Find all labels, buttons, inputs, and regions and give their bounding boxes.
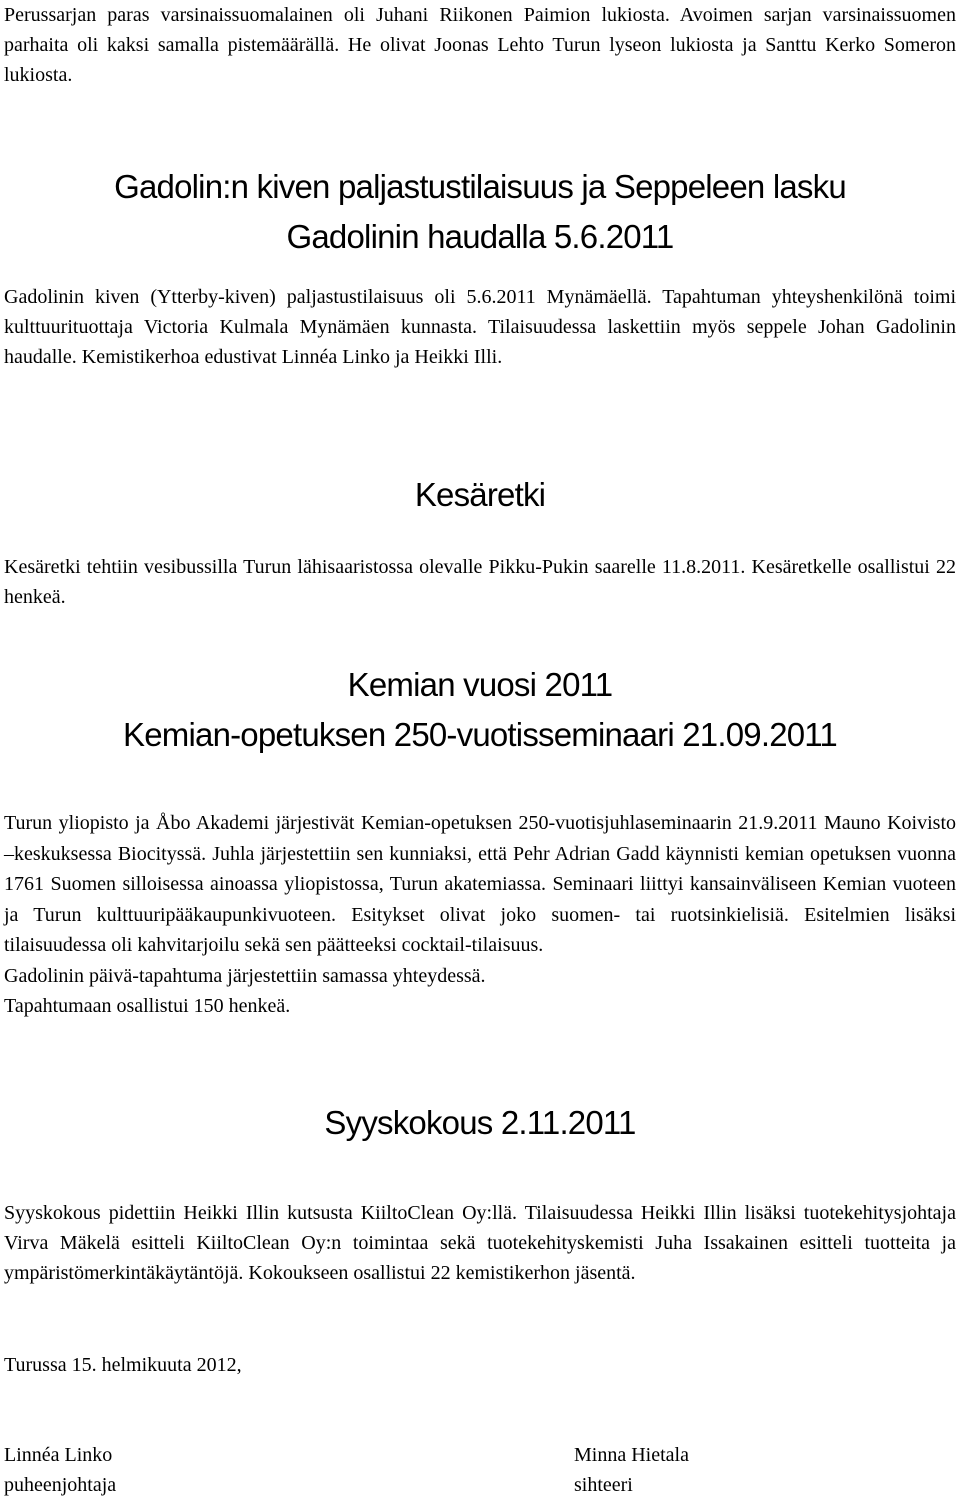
- kesaretki-body: Kesäretki tehtiin vesibussilla Turun lähisaaristossa olevalle Pikku-Pukin saarelle 11.8.2011. Kesäretkelle osallistui 22 henkeä.: [4, 556, 956, 608]
- signature-secretary-name: Minna Hietala: [574, 1444, 689, 1466]
- signature-chair: [4, 1440, 116, 1500]
- kemian-vuosi-body-gadolin-day: Gadolinin päivä-tapahtuma järjestettiin samassa yhteydessä.: [4, 964, 486, 987]
- gadolin-body: Gadolinin kiven (Ytterby-kiven) paljastustilaisuus oli 5.6.2011 Mynämäellä. Tapahtuman yhteyshenkilönä toimi kulttuurituottaja Victoria Kulmala Mynämäen kunnasta. Tilaisuudessa laskettiin myös seppele Johan Gadolinin haudalle. Kemistikerhoa edustivat Linnéa Linko ja Heikki Illi.: [4, 286, 956, 368]
- signature-chair-name: Linnéa Linko: [4, 1444, 113, 1466]
- kemian-vuosi-body-attendance: Tapahtumaan osallistui 150 henkeä.: [4, 995, 291, 1017]
- kemian-vuosi-body-main: Turun yliopisto ja Åbo Akademi järjestivät Kemian-opetuksen 250-vuotisjuhlaseminaarin 21.9.2011 Mauno Koivisto –keskuksessa Biocityssä. Juhla järjestettiin sen kunniaksi, että Pehr Adrian Gadd käynnisti kemian opetuksen vuonna 1761 Suomen silloisessa ainoassa yliopistossa, Turun akatemiassa. Seminaari liittyi kansainväliseen Kemian vuoteen ja Turun kulttuuripääkaupunkivuoteen. Esitykset olivat joko suomen- tai ruotsinkielisiä. Esitelmien lisäksi tilaisuudessa oli kahvitarjoilu sekä sen päätteeksi cocktail-tilaisuus.: [4, 812, 956, 956]
- signature-secretary-title: sihteeri: [574, 1474, 633, 1496]
- kemian-vuosi-body: [4, 808, 956, 1022]
- intro-paragraph: Perussarjan paras varsinaissuomalainen oli Juhani Riikonen Paimion lukiosta. Avoimen sarjan varsinaissuomen parhaita oli kaksi samalla pistemäärällä. He olivat Joonas Lehto Turun lyseon lukiosta ja Santtu Kerko Someron lukiosta.: [4, 4, 956, 86]
- signature-chair-title: puheenjohtaja: [4, 1474, 117, 1496]
- place-date: Turussa 15. helmikuuta 2012,: [4, 1354, 242, 1376]
- gadolin-heading-line1: Gadolin:n kiven paljastustilaisuus ja Seppeleen lasku: [114, 168, 846, 205]
- syyskokous-heading: Syyskokous 2.11.2011: [324, 1104, 636, 1141]
- kemian-vuosi-heading-line1: Kemian vuosi 2011: [347, 666, 613, 703]
- gadolin-heading-line2: Gadolinin haudalla 5.6.2011: [286, 218, 674, 255]
- gadolin-heading: [4, 162, 956, 262]
- signature-secretary: [574, 1440, 689, 1500]
- kemian-vuosi-heading-line2: Kemian-opetuksen 250-vuotisseminaari 21.09.2011: [123, 716, 837, 753]
- syyskokous-body: Syyskokous pidettiin Heikki Illin kutsusta KiiltoClean Oy:llä. Tilaisuudessa Heikki Illin lisäksi tuotekehitysjohtaja Virva Mäkelä esitteli KiiltoClean Oy:n toimintaa sekä tuotekehityskemisti Juha Issakainen esitteli tuotteita ja ympäristömerkintäkäytäntöjä. Kokoukseen osallistui 22 kemistikerhon jäsentä.: [4, 1202, 956, 1284]
- kesaretki-heading: Kesäretki: [414, 476, 546, 513]
- kemian-vuosi-heading: [4, 660, 956, 760]
